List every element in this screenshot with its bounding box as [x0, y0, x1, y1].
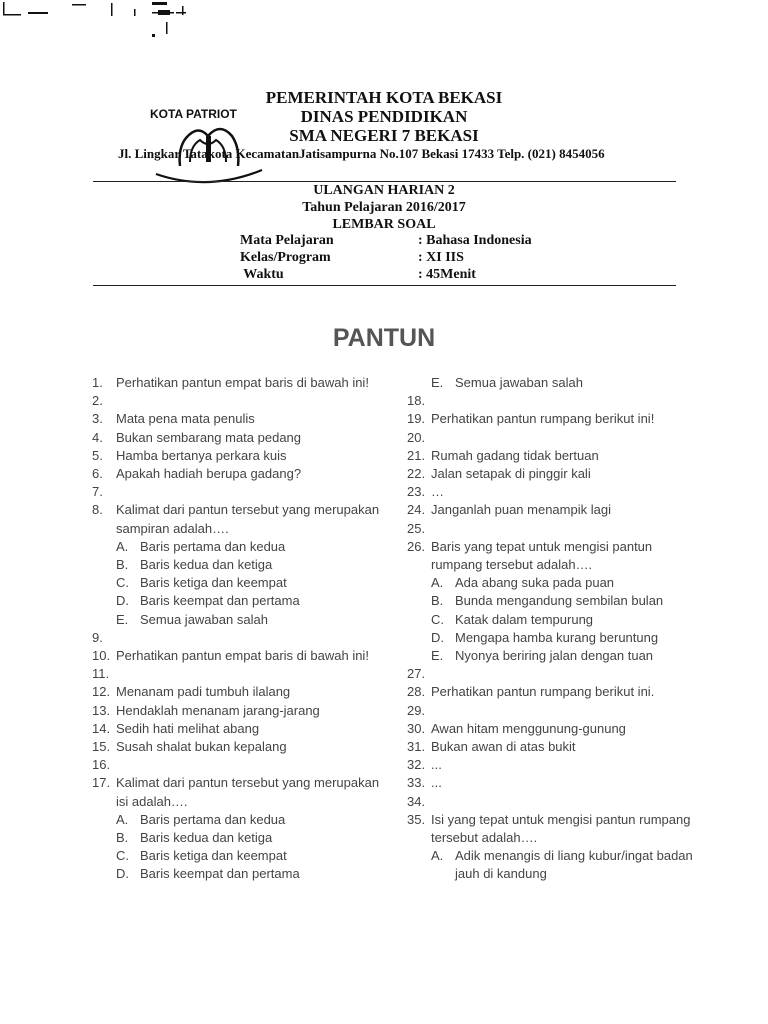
- list-item: [407, 392, 697, 410]
- item-number: C.: [116, 575, 129, 591]
- meta-value: : 45Menit: [418, 267, 476, 282]
- list-item: [407, 793, 697, 811]
- item-text: Menanam padi tumbuh ilalang: [116, 684, 291, 700]
- meta-label: Mata Pelajaran: [240, 233, 334, 248]
- item-number: 17.: [92, 775, 111, 791]
- item-number: 14.: [92, 720, 111, 736]
- government-name: PEMERINTAH KOTA BEKASI: [265, 88, 503, 107]
- item-text: Apakah hadiah berupa gadang?: [116, 466, 302, 481]
- item-text: Mengapa hamba kurang beruntung: [455, 629, 659, 645]
- item-number: 35.: [407, 811, 426, 827]
- meta-subject: [240, 233, 532, 249]
- list-item: [407, 501, 697, 519]
- item-text: Kalimat dari pantun tersebut yang merupakan sampiran adalah….: [116, 502, 380, 536]
- item-number: 15.: [92, 739, 111, 754]
- item-text: Mata pena mata penulis: [116, 411, 255, 427]
- item-number: 21.: [407, 447, 426, 463]
- list-item: [92, 447, 382, 465]
- list-item: [407, 756, 697, 774]
- item-text: Perhatikan pantun empat baris di bawah ini!: [116, 648, 369, 663]
- item-text: Isi yang tepat untuk mengisi pantun rumpang tersebut adalah….: [431, 811, 691, 845]
- item-number: 28.: [407, 684, 426, 700]
- list-item: [407, 538, 697, 574]
- item-number: A.: [116, 811, 129, 827]
- answer-option: [92, 811, 382, 829]
- meta-value: : XI IIS: [418, 250, 464, 265]
- item-number: B.: [116, 830, 129, 845]
- list-item: [92, 374, 382, 392]
- item-text: Perhatikan pantun rumpang berikut ini!: [431, 411, 655, 427]
- item-text: Baris kedua dan ketiga: [140, 557, 273, 572]
- item-number: D.: [116, 593, 129, 609]
- meta-label: Waktu: [240, 267, 284, 282]
- item-number: 6.: [92, 466, 103, 481]
- item-text: Bunda mengandung sembilan bulan: [455, 593, 664, 609]
- exam-sheet: LEMBAR SOAL: [332, 217, 436, 232]
- item-number: A.: [116, 538, 129, 554]
- list-item: [92, 410, 382, 428]
- answer-option: [407, 647, 697, 665]
- right-column: [407, 374, 697, 884]
- item-number: 20.: [407, 429, 426, 445]
- item-number: 2.: [92, 393, 103, 409]
- list-item: [92, 501, 382, 537]
- item-number: D.: [431, 629, 444, 645]
- item-text: Baris keempat dan pertama: [140, 866, 300, 882]
- item-text: Baris kedua dan ketiga: [140, 830, 273, 845]
- item-number: 13.: [92, 702, 111, 718]
- item-number: 8.: [92, 502, 103, 518]
- item-text: Bukan sembarang mata pedang: [116, 429, 302, 445]
- item-number: E.: [431, 648, 444, 663]
- item-text: Kalimat dari pantun tersebut yang merupakan isi adalah….: [116, 775, 380, 809]
- list-item: [92, 629, 382, 647]
- list-item: [407, 720, 697, 738]
- list-item: [92, 483, 382, 501]
- list-item: [92, 702, 382, 720]
- item-number: 7.: [92, 484, 103, 500]
- item-text: Sedih hati melihat abang: [116, 720, 260, 736]
- item-number: 5.: [92, 447, 103, 463]
- item-text: Hendaklah menanam jarang-jarang: [116, 702, 320, 718]
- item-text: Rumah gadang tidak bertuan: [431, 447, 599, 463]
- answer-option: [92, 574, 382, 592]
- item-text: Baris yang tepat untuk mengisi pantun rumpang tersebut adalah….: [431, 538, 653, 572]
- item-text: Susah shalat bukan kepalang: [116, 739, 287, 754]
- item-text: Adik menangis di liang kubur/ingat badan jauh di kandung: [455, 848, 693, 882]
- item-number: 10.: [92, 648, 111, 663]
- letterhead: [0, 88, 768, 145]
- answer-option: [407, 611, 697, 629]
- item-text: Perhatikan pantun empat baris di bawah ini!: [116, 375, 369, 390]
- item-number: A.: [431, 848, 444, 864]
- item-text: Baris ketiga dan keempat: [140, 575, 287, 591]
- item-text: Baris pertama dan kedua: [140, 811, 286, 827]
- list-item: [407, 811, 697, 847]
- list-item: [407, 738, 697, 756]
- item-number: E.: [431, 375, 444, 390]
- item-number: A.: [431, 575, 444, 591]
- list-item: [407, 665, 697, 683]
- list-item: [92, 647, 382, 665]
- list-item: [92, 465, 382, 483]
- item-number: 30.: [407, 720, 426, 736]
- list-item: [407, 447, 697, 465]
- item-number: B.: [116, 557, 129, 572]
- school-address: Jl. Lingkar Tatakota KecamatanJatisampurna No.107 Bekasi 17433 Telp. (021) 8454056: [118, 146, 605, 161]
- list-item: [92, 720, 382, 738]
- list-item: [92, 738, 382, 756]
- item-number: 32.: [407, 757, 426, 773]
- answer-option: [92, 592, 382, 610]
- item-number: 9.: [92, 629, 103, 645]
- exam-title: ULANGAN HARIAN 2: [313, 183, 455, 198]
- item-text: Awan hitam menggunung-gunung: [431, 720, 626, 736]
- school-name: SMA NEGERI 7 BEKASI: [289, 126, 479, 145]
- item-number: D.: [116, 866, 129, 882]
- item-number: C.: [116, 848, 129, 864]
- list-item: [407, 410, 697, 428]
- answer-option: [407, 574, 697, 592]
- item-text: Hamba bertanya perkara kuis: [116, 447, 287, 463]
- list-item: [407, 429, 697, 447]
- list-item: [407, 520, 697, 538]
- department-name: DINAS PENDIDIKAN: [300, 107, 468, 126]
- item-number: 23.: [407, 484, 426, 500]
- answer-option: [92, 611, 382, 629]
- item-number: 24.: [407, 502, 426, 518]
- answer-option: [92, 847, 382, 865]
- item-number: B.: [431, 593, 444, 609]
- item-text: …: [431, 484, 444, 500]
- item-number: C.: [431, 611, 444, 627]
- item-number: 18.: [407, 393, 426, 409]
- item-number: 33.: [407, 775, 426, 791]
- scan-artifacts: [0, 0, 200, 45]
- item-text: Semua jawaban salah: [140, 611, 268, 627]
- item-number: 34.: [407, 793, 426, 809]
- list-item: [92, 665, 382, 683]
- item-number: 31.: [407, 738, 426, 754]
- item-text: ...: [431, 757, 442, 773]
- item-number: 27.: [407, 666, 426, 682]
- list-item: [92, 683, 382, 701]
- list-item: [92, 774, 382, 810]
- answer-option: [407, 592, 697, 610]
- item-text: Katak dalam tempurung: [455, 611, 594, 627]
- list-item: [407, 702, 697, 720]
- item-text: ...: [431, 775, 442, 791]
- item-text: Jalan setapak di pinggir kali: [431, 465, 591, 481]
- list-item: [407, 465, 697, 483]
- item-text: Baris ketiga dan keempat: [140, 848, 287, 864]
- answer-option: [92, 556, 382, 574]
- logo-text: KOTA PATRIOT: [150, 107, 237, 121]
- item-number: 26.: [407, 538, 426, 554]
- list-item: [92, 392, 382, 410]
- item-number: 4.: [92, 429, 103, 445]
- item-number: E.: [116, 611, 129, 627]
- answer-option: [407, 629, 697, 647]
- answer-option: [407, 374, 697, 392]
- exam-year: Tahun Pelajaran 2016/2017: [302, 200, 466, 215]
- item-number: 1.: [92, 375, 103, 390]
- list-item: [92, 429, 382, 447]
- item-number: 19.: [407, 411, 426, 427]
- list-item: [407, 483, 697, 501]
- meta-time: [240, 267, 476, 283]
- list-item: [407, 774, 697, 792]
- item-text: Ada abang suka pada puan: [455, 575, 615, 591]
- left-column: [92, 374, 382, 884]
- meta-rule: [93, 285, 676, 286]
- section-title: PANTUN: [332, 324, 436, 352]
- answer-option: [92, 829, 382, 847]
- item-number: 11.: [92, 666, 110, 682]
- meta-value: : Bahasa Indonesia: [418, 233, 532, 248]
- item-text: Janganlah puan menampik lagi: [431, 502, 611, 518]
- item-number: 12.: [92, 684, 111, 700]
- item-text: Perhatikan pantun rumpang berikut ini.: [431, 684, 655, 700]
- item-number: 16.: [92, 757, 111, 773]
- list-item: [407, 683, 697, 701]
- list-item: [92, 756, 382, 774]
- item-number: 3.: [92, 411, 103, 427]
- item-number: 25.: [407, 520, 426, 536]
- meta-label: Kelas/Program: [240, 250, 331, 265]
- item-text: Bukan awan di atas bukit: [431, 738, 576, 754]
- answer-option: [92, 865, 382, 883]
- answer-option: [407, 847, 697, 883]
- item-text: Baris keempat dan pertama: [140, 593, 300, 609]
- meta-class: [240, 250, 464, 266]
- item-number: 22.: [407, 465, 426, 481]
- answer-option: [92, 538, 382, 556]
- item-text: Semua jawaban salah: [455, 375, 583, 390]
- item-text: Baris pertama dan kedua: [140, 538, 286, 554]
- item-text: Nyonya beriring jalan dengan tuan: [455, 648, 654, 663]
- item-number: 29.: [407, 702, 426, 718]
